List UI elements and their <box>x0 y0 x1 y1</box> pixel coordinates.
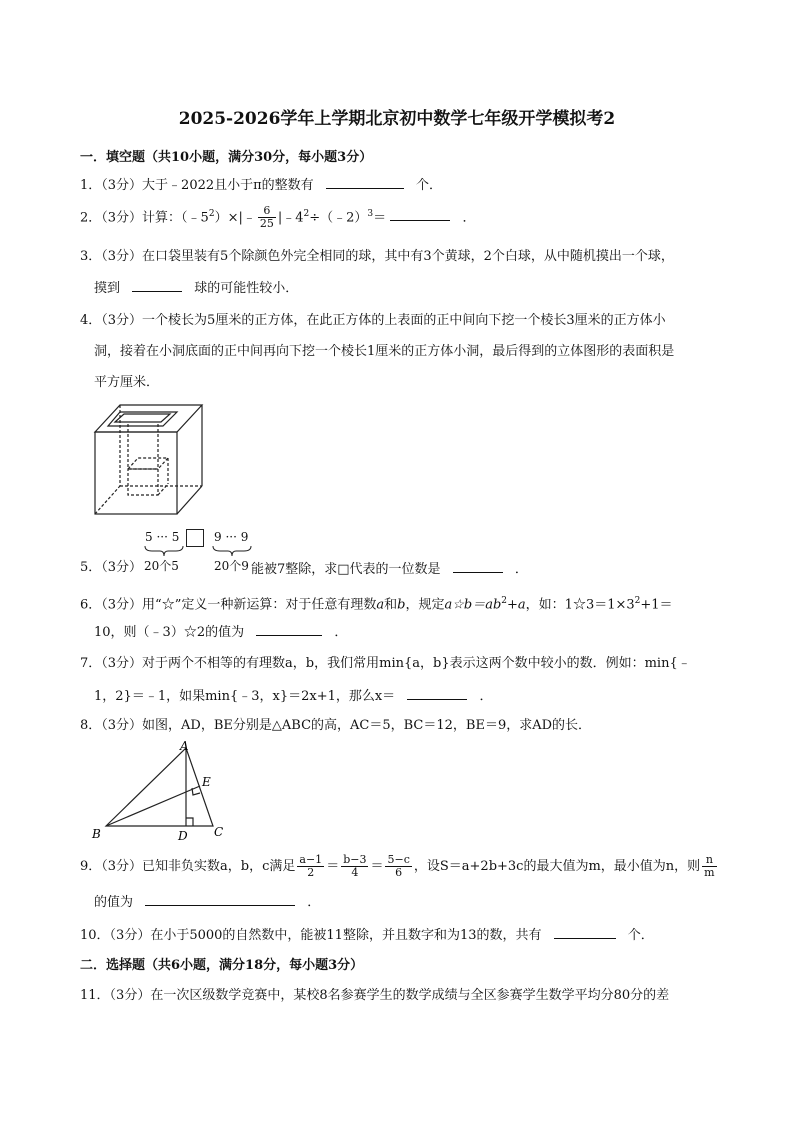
question-3-line-1: 3．（3分）在口袋里装有5个除颜色外完全相同的球，其中有3个黄球，2个白球，从中随机摸出一个球， <box>80 249 674 264</box>
question-5-tail: 能被7整除，求□代表的一位数是 ． <box>251 558 528 580</box>
q5-bottom-right: 20个9 <box>214 559 249 573</box>
label-b: B <box>92 827 101 841</box>
q5-bottom-left: 20个5 <box>144 559 179 573</box>
page-title: 2025-2026学年上学期北京初中数学七年级开学模拟考2 <box>178 109 616 129</box>
question-4-line-2: 洞，接着在小洞底面的正中间再向下挖一个棱长1厘米的正方体小洞，最后得到的立体图形的表面积是 <box>94 344 675 359</box>
question-3-line-2: 摸到 球的可能性较小． <box>94 277 298 299</box>
question-4-line-1: 4．（3分）一个棱长为5厘米的正方体，在此正方体的上表面的正中间向下挖一个棱长3厘米的正方体小 <box>80 313 666 328</box>
answer-blank[interactable] <box>453 558 503 573</box>
answer-blank[interactable] <box>554 924 616 939</box>
label-d: D <box>178 829 188 843</box>
question-6-line-1: 6．（3分）用“☆”定义一种新运算：对于任意有理数a和b，规定$a☆b=ab^2+a$，如：$1☆3=1\times 3^2+1=$ <box>80 596 673 613</box>
question-2: 2．（3分）计算：$(﹣5^2)\times|﹣$ $\frac{6}{25}$ $|﹣4^2\div(﹣2)^3=$ ． <box>80 204 476 231</box>
label-e: E <box>202 775 211 789</box>
question-11-line-1: 11．（3分）在一次区级数学竞赛中，某校8名参赛学生的数学成绩与全区参赛学生数学平均分80分的差 <box>80 988 670 1003</box>
section-heading-fill-in: 一．填空题（共10小题，满分30分，每小题3分） <box>80 150 373 165</box>
question-10: 10．（3分）在小于5000的自然数中，能被11整除，并且数字和为13的数，共有 个． <box>80 924 654 946</box>
q5-top-left: 5 ··· 5 <box>145 530 180 544</box>
answer-blank[interactable] <box>145 891 295 906</box>
question-7-line-2: 1，2}＝﹣1，如果min{﹣3，x}＝2x+1，那么x＝ ． <box>94 685 492 707</box>
question-1: 1．（3分）大于﹣2022且小于π的整数有 个． <box>80 174 442 196</box>
question-9-line-1: 9．（3分）已知非负实数a，b，c满足 $\frac{a-1}{2}$ ＝ $\frac{b-3}{4}$ ＝ $\frac{5-c}{6}$ ，设S＝a+2b+3c的最大值为m，最小值为n，则 $\frac{n}{m}$ <box>80 853 715 879</box>
question-5: 5．（3分） <box>80 560 143 575</box>
label-a: A <box>180 739 189 753</box>
triangle-figure <box>88 738 238 844</box>
question-8: 8．（3分）如图，AD，BE分别是△ABC的高，AC＝5，BC＝12，BE＝9，求AD的长． <box>80 718 592 733</box>
answer-blank[interactable] <box>390 206 450 221</box>
question-7-line-1: 7．（3分）对于两个不相等的有理数a，b，我们常用min{a，b}表示这两个数中较小的数．例如：min{﹣ <box>80 656 691 671</box>
answer-blank[interactable] <box>256 621 322 636</box>
q5-top-right: 9 ··· 9 <box>214 530 249 544</box>
section-heading-choice: 二．选择题（共6小题，满分18分，每小题3分） <box>80 958 364 973</box>
answer-blank[interactable] <box>407 685 467 700</box>
question-6-line-2: 10，则（﹣3）☆2的值为 ． <box>94 621 347 643</box>
answer-blank[interactable] <box>132 277 182 292</box>
fraction: $\frac{6}{25}$ <box>259 204 274 231</box>
answer-blank[interactable] <box>326 174 404 189</box>
question-9-line-2: 的值为 ． <box>94 891 320 913</box>
cube-with-holes-figure <box>90 400 210 520</box>
label-c: C <box>214 825 224 839</box>
question-4-line-3: 平方厘米． <box>94 375 160 390</box>
unknown-digit-box <box>186 529 204 547</box>
